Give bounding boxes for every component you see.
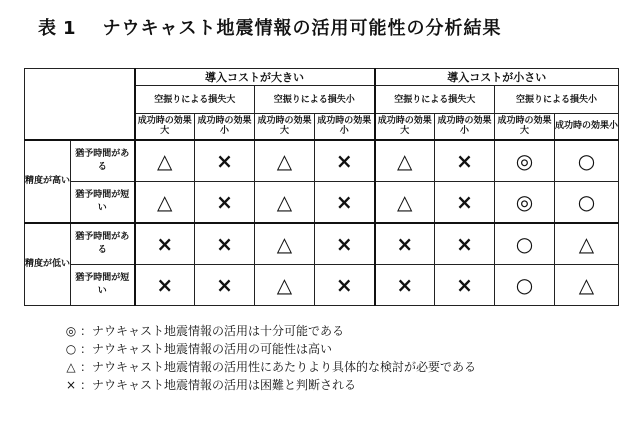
result-cell: △	[555, 223, 619, 265]
legend-text: ：ナウキャスト地震情報の活用の可能性は高い	[80, 342, 333, 356]
result-cell: △	[255, 223, 315, 265]
header-effect-small: 成功時の効果小	[555, 114, 619, 140]
header-loss-large: 空振りによる損失大	[135, 86, 255, 114]
legend	[62, 322, 476, 394]
title-number: 1	[63, 18, 77, 39]
legend-item	[62, 376, 476, 394]
legend-text: ：ナウキャスト地震情報の活用は困難と判断される	[80, 378, 357, 392]
legend-text: ：ナウキャスト地震情報の活用は十分可能である	[80, 324, 345, 338]
header-effect-large: 成功時の効果大	[495, 114, 555, 140]
header-cost-small: 導入コストが小さい	[375, 69, 619, 86]
group-label-high: 精度が高い	[25, 140, 71, 223]
header-effect-small: 成功時の効果小	[195, 114, 255, 140]
table-title	[38, 14, 502, 40]
sub-label: 猶予時間が短い	[71, 264, 135, 305]
result-cell: △	[255, 181, 315, 223]
header-loss-large: 空振りによる損失大	[375, 86, 495, 114]
header-loss-small: 空振りによる損失小	[255, 86, 375, 114]
group-label-low: 精度が低い	[25, 223, 71, 306]
legend-mark: △	[66, 360, 76, 374]
result-cell: ○	[495, 264, 555, 305]
legend-item	[62, 322, 476, 340]
title-label: 表	[38, 18, 57, 39]
header-cost-large: 導入コストが大きい	[135, 69, 375, 86]
result-cell: △	[255, 140, 315, 182]
result-cell: ×	[435, 264, 495, 305]
analysis-table	[24, 68, 619, 306]
result-cell: ×	[315, 264, 375, 305]
header-effect-small: 成功時の効果小	[435, 114, 495, 140]
result-cell: ×	[375, 264, 435, 305]
result-cell: ◎	[495, 181, 555, 223]
result-cell: ×	[375, 223, 435, 265]
result-cell: ×	[315, 223, 375, 265]
legend-item	[62, 358, 476, 376]
legend-mark: ◎	[65, 324, 77, 338]
result-cell: △	[375, 140, 435, 182]
result-cell: △	[135, 181, 195, 223]
result-cell: ×	[435, 223, 495, 265]
result-cell: ×	[195, 181, 255, 223]
result-cell: ×	[195, 223, 255, 265]
result-cell: △	[135, 140, 195, 182]
sub-label: 猶予時間が短い	[71, 181, 135, 223]
result-cell: ×	[315, 181, 375, 223]
sub-label: 猶予時間がある	[71, 223, 135, 265]
legend-text: ：ナウキャスト地震情報の活用性にあたりより具体的な検討が必要である	[80, 360, 477, 374]
result-cell: ○	[555, 140, 619, 182]
legend-item	[62, 340, 476, 358]
result-cell: △	[375, 181, 435, 223]
header-effect-large: 成功時の効果大	[255, 114, 315, 140]
result-cell: ×	[195, 140, 255, 182]
result-cell: △	[255, 264, 315, 305]
result-cell: ×	[195, 264, 255, 305]
result-cell: ×	[315, 140, 375, 182]
header-loss-small: 空振りによる損失小	[495, 86, 619, 114]
header-effect-large: 成功時の効果大	[375, 114, 435, 140]
result-cell: ◎	[495, 140, 555, 182]
result-cell: △	[555, 264, 619, 305]
corner-cell	[25, 69, 135, 140]
result-cell: ×	[435, 181, 495, 223]
result-cell: ×	[135, 264, 195, 305]
header-effect-large: 成功時の効果大	[135, 114, 195, 140]
header-effect-small: 成功時の効果小	[315, 114, 375, 140]
result-cell: ○	[555, 181, 619, 223]
legend-mark: ○	[65, 342, 77, 356]
legend-mark: ×	[65, 378, 77, 392]
result-cell: ○	[495, 223, 555, 265]
result-cell: ×	[135, 223, 195, 265]
result-cell: ×	[435, 140, 495, 182]
sub-label: 猶予時間がある	[71, 140, 135, 182]
title-text: ナウキャスト地震情報の活用可能性の分析結果	[102, 18, 502, 39]
